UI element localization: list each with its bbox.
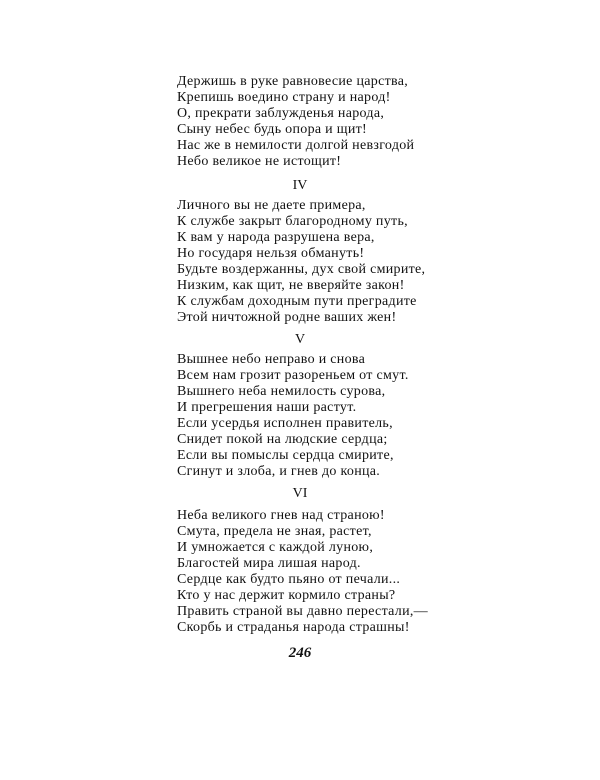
poem-line: Если вы помыслы сердца смирите, xyxy=(177,448,394,463)
poem-line: К службе закрыт благородному путь, xyxy=(177,214,408,229)
poem-line: Низким, как щит, не вверяйте закон! xyxy=(177,278,405,293)
stanza-vi xyxy=(177,508,428,636)
stanza-1 xyxy=(177,74,414,170)
poem-line: Снидет покой на людские сердца; xyxy=(177,432,388,447)
stanza-iv xyxy=(177,198,425,326)
poem-line: Скорбь и страданья народа страшны! xyxy=(177,620,410,635)
poem-line: Править страной вы давно перестали,— xyxy=(177,604,428,619)
poem-line: О, прекрати заблужденья народа, xyxy=(177,106,385,121)
poem-line: Личного вы не даете примера, xyxy=(177,198,366,213)
poem-line: Если усердья исполнен правитель, xyxy=(177,416,393,431)
stanza-v xyxy=(177,352,409,480)
poem-line: Держишь в руке равновесие царства, xyxy=(177,74,409,89)
poem-line: Вышнего неба немилость сурова, xyxy=(177,384,386,399)
poem-line: К службам доходным пути преградите xyxy=(177,294,417,309)
poem-line: Небо великое не истощит! xyxy=(177,154,342,169)
poem-line: Вышнее небо неправо и снова xyxy=(177,352,366,367)
poem-line: Благостей мира лишая народ. xyxy=(177,556,361,571)
poem-line: Сердце как будто пьяно от печали... xyxy=(177,572,401,587)
poem-line: Нас же в немилости долгой невзгодой xyxy=(177,138,415,153)
page-number: 246 xyxy=(288,645,312,661)
poem-line: Сыну небес будь опора и щит! xyxy=(177,122,368,137)
poem-line: Крепишь воедино страну и народ! xyxy=(177,90,391,105)
poem-line: Но государя нельзя обмануть! xyxy=(177,246,365,261)
poem-line: Неба великого гнев над страною! xyxy=(177,508,385,523)
poem-line: И прегрешения наши растут. xyxy=(177,400,357,415)
poem-line: Сгинут и злоба, и гнев до конца. xyxy=(177,464,381,479)
poem-line: Этой ничтожной родне ваших жен! xyxy=(177,310,397,325)
poem-line: Будьте воздержанны, дух свой смирите, xyxy=(177,262,426,277)
poem-line: Кто у нас держит кормило страны? xyxy=(177,588,396,603)
section-number-iv: IV xyxy=(292,178,308,193)
section-number-v: V xyxy=(294,332,306,347)
poem-line: Смута, предела не зная, растет, xyxy=(177,524,372,539)
poem-line: И умножается с каждой луною, xyxy=(177,540,374,555)
poem-line: К вам у народа разрушена вера, xyxy=(177,230,375,245)
section-number-vi: VI xyxy=(292,486,308,501)
poem-line: Всем нам грозит разореньем от смут. xyxy=(177,368,409,383)
